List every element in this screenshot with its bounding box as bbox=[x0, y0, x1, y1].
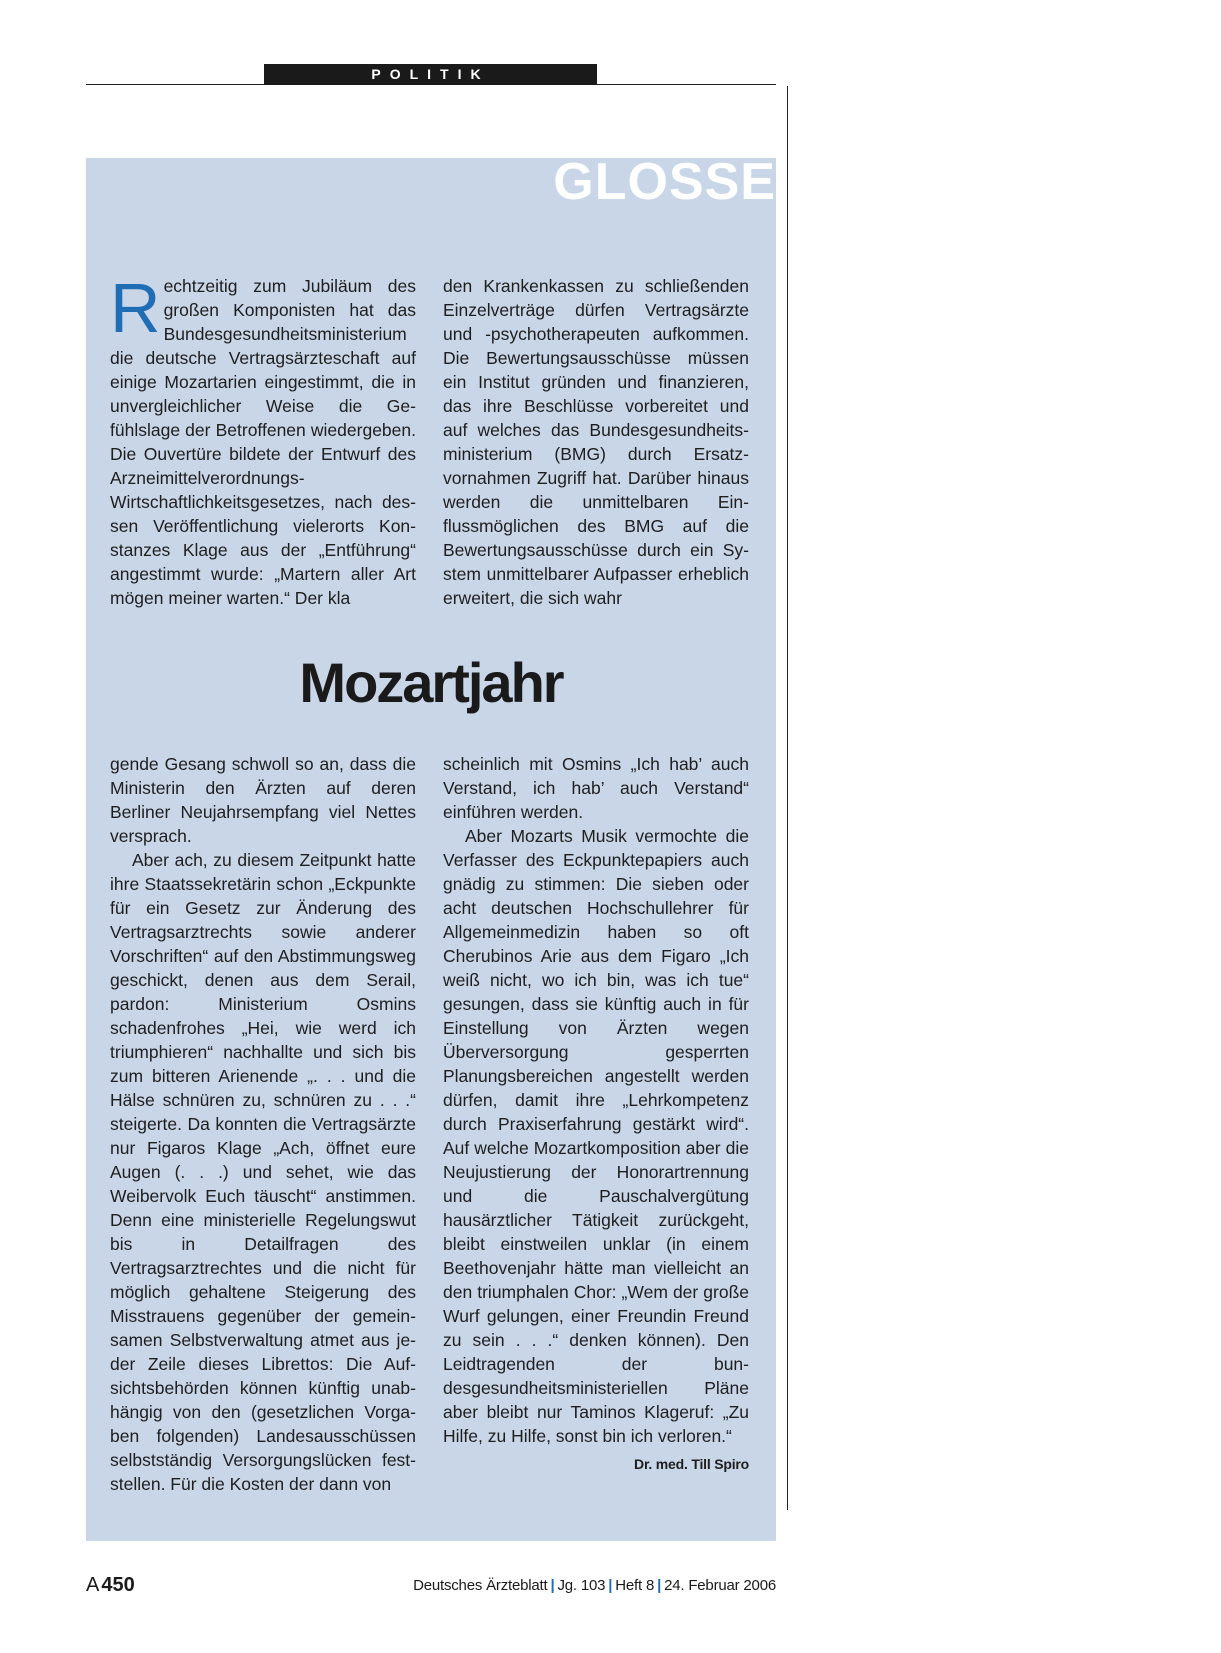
column-1-top bbox=[110, 269, 416, 610]
separator: | bbox=[608, 1577, 613, 1594]
article-headline: Mozartjahr bbox=[299, 651, 563, 714]
author-signature: Dr. med. Till Spiro bbox=[634, 1456, 749, 1472]
paragraph: gende Gesang schwoll so an, dass die Ministerin den Ärzten auf deren Berliner Neujahrsempfang viel Nettes versprach. bbox=[110, 754, 416, 846]
paragraph bbox=[110, 269, 416, 610]
journal-info bbox=[413, 1577, 776, 1594]
separator: | bbox=[550, 1577, 555, 1594]
page-prefix: A bbox=[86, 1574, 100, 1596]
column-1-bottom bbox=[110, 752, 416, 1496]
page-footer bbox=[86, 1574, 776, 1604]
journal-name: Deutsches Ärzteblatt bbox=[413, 1577, 548, 1594]
kicker-glosse: GLOSSE bbox=[553, 158, 776, 211]
column-2-bottom bbox=[443, 752, 749, 1476]
paragraph: Aber ach, zu diesem Zeitpunkt hatte ihre Staatssekretärin schon „Eckpunkte für ein Gesetz zur Änderung des Vertragsarztrechts sowie anderer Vorschriften“ auf den Abstimmungsweg geschickt, denen aus dem Serail, pardon: Ministerium Osmins schadenfrohes „Hei, wie werd ich triumphieren“ nachhallte und sich bis zum bitteren Arienende „. . . und die Hälse schnüren zu, schnüren zu . . .“ steigerte. Da konnten die Vertragsärzte nur Figaros Klage „Ach, öffnet eure Augen (. . .) und sehet, wie das Weibervolk Euch täuscht“ anstimmen. Denn eine ministerielle Regelungswut bis in Detailfragen des Vertragsarztrechtes und die nicht für möglich gehaltene Steigerung des Misstrauens gegenüber der gemeinsamen Selbstverwaltung atmet aus jeder Zeile dieses Librettos: Die Aufsichtsbehörden können künftig unabhängig von den (gesetzlichen Vorgaben folgenden) Landesausschüssen selbstständig Versorgungslücken feststellen. Für die Kosten der dann von bbox=[110, 850, 416, 1494]
paragraph: scheinlich mit Osmins „Ich hab’ auch Verstand, ich hab’ auch Verstand“ einführen werden. bbox=[443, 754, 749, 822]
column-2-top bbox=[443, 274, 749, 610]
paragraph: den Krankenkassen zu schließenden Einzelverträge dürfen Vertragsärzte und -psychotherapeuten aufkommen. Die Bewertungsausschüsse müssen ein Institut gründen und finanzieren, das ihre Beschlüsse vorbereitet und auf welches das Bundesgesundheitsministerium (BMG) durch Ersatzvornahmen Zugriff hat. Darüber hinaus werden die unmittelbaren Einflussmöglichen des BMG auf die Bewertungsausschüsse durch ein System unmittelbarer Aufpasser erheblich erweitert, die sich wahr bbox=[443, 276, 749, 608]
glosse-panel bbox=[86, 158, 776, 1541]
paragraph-text: echtzeitig zum Jubiläum des großen Komponisten hat das Bundesgesundheitsministerium die deutsche Vertragsärzteschaft auf einige Mozartarien eingestimmt, die in unvergleichlicher Weise die Gefühlslage der Betroffenen wiedergeben. Die Ouvertüre bildete der Entwurf des Arzneimittelverordnungs-Wirtschaftlichkeitsgesetzes, nach dessen Veröffentlichung vielerorts Konstanzes Klage aus der „Entführung“ angestimmt wurde: „Martern aller Art mögen meiner warten.“ Der kla bbox=[110, 276, 416, 608]
journal-issue: Heft 8 bbox=[615, 1577, 655, 1594]
page-number bbox=[86, 1574, 135, 1597]
paragraph-text: Aber Mozarts Musik vermochte die Verfasser des Eckpunktepapiers auch gnädig zu stimmen: Die sieben oder acht deutschen Hochschullehrer für Allgemeinmedizin haben so oft Cherubinos Arie aus dem Figaro „Ich weiß nicht, wo ich bin, was ich tue“ gesungen, dass sie künftig auch in für Einstellung von Ärzten wegen Überversorgung gesperrten Planungsbereichen angestellt werden dürfen, damit ihre „Lehrkompetenz durch Praxiserfahrung gestärkt wird“. Auf welche Mozartkomposition aber die Neujustierung der Honorartrennung und die Pauschalvergütung hausärztlicher Tätigkeit zurückgeht, bleibt einstweilen unklar (in einem Beethovenjahr hätte man vielleicht an den triumphalen Chor: „Wem der große Wurf gelungen, einer Freundin Freund zu sein . . .“ denken können). Den Leidtragenden der bundesgesundheitsministeriellen Pläne aber bleibt nur Taminos Klageruf: „Zu Hilfe, zu Hilfe, sonst bin ich verloren.“ bbox=[443, 826, 749, 1446]
section-label: POLITIK bbox=[264, 64, 597, 85]
page-number-value: 450 bbox=[101, 1574, 135, 1596]
separator: | bbox=[657, 1577, 662, 1594]
journal-volume: Jg. 103 bbox=[557, 1577, 606, 1594]
journal-date: 24. Februar 2006 bbox=[664, 1577, 776, 1594]
dropcap: R bbox=[110, 269, 161, 347]
vertical-rule bbox=[787, 86, 788, 1510]
paragraph bbox=[443, 824, 749, 1472]
